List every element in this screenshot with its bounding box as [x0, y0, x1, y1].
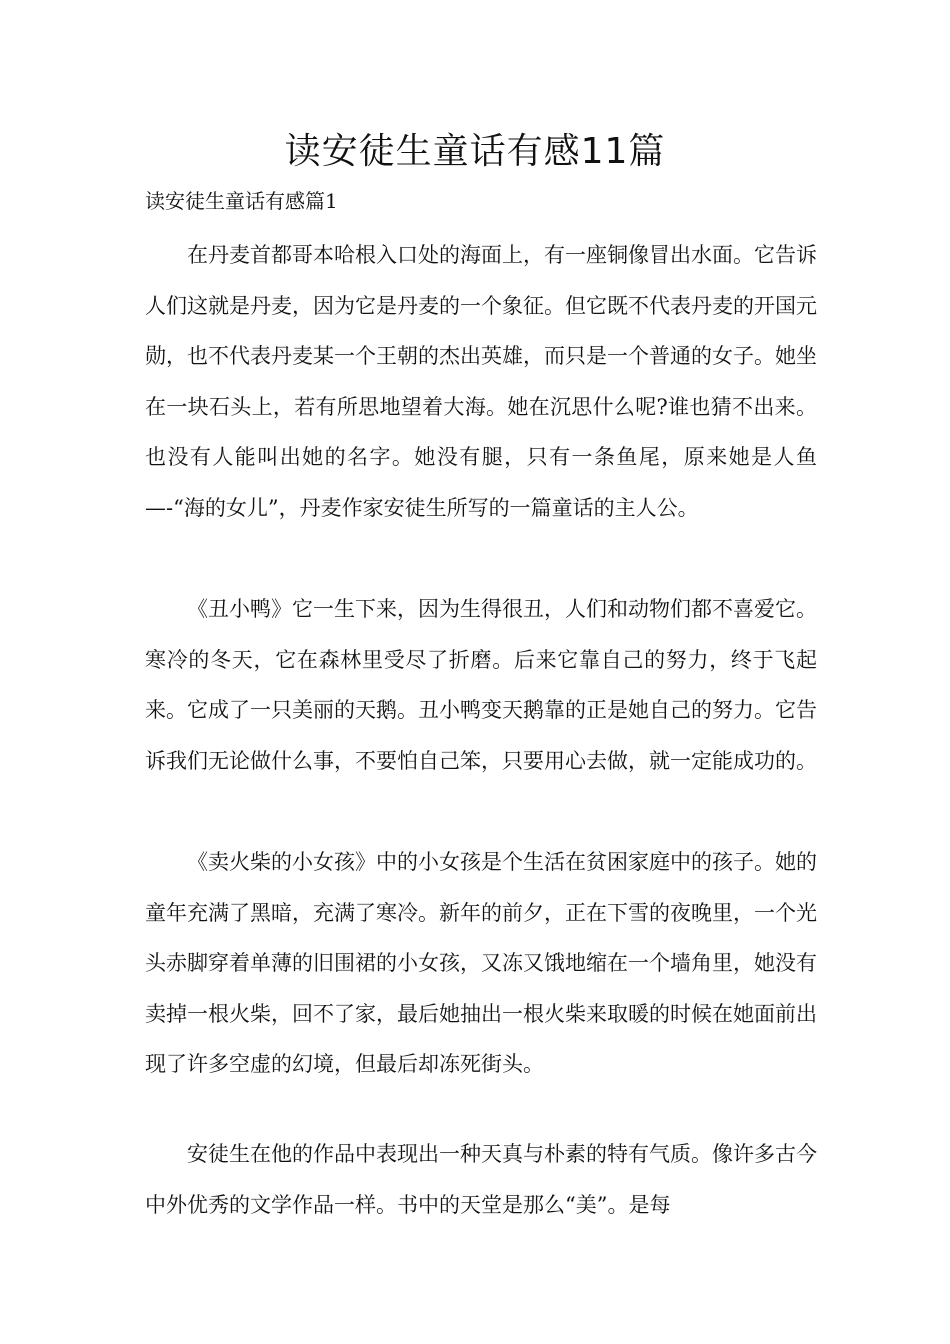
section-heading: 读安徒生童话有感篇1 [145, 189, 338, 213]
paragraph-ugly-duckling: 《丑小鸭》它一生下来，因为生得很丑，人们和动物们都不喜爱它。寒冷的冬天，它在森林里受尽了折磨。后来它靠自己的努力，终于飞起来。它成了一只美丽的天鹅。丑小鸭变天鹅靠的正是她自己的努力。它告诉我们无论做什么事，不要怕自己笨，只要用心去做，就一定能成功的。 [145, 597, 817, 773]
document-title: 读安徒生童话有感11篇 [284, 131, 666, 172]
paragraph-little-mermaid: 在丹麦首都哥本哈根入口处的海面上，有一座铜像冒出水面。它告诉人们这就是丹麦，因为它是丹麦的一个象征。但它既不代表丹麦的开国元勋，也不代表丹麦某一个王朝的杰出英雄，而只是一个普通的女子。她坐在一块石头上，若有所思地望着大海。她在沉思什么呢?谁也猜不出来。也没有人能叫出她的名字。她没有腿，只有一条鱼尾，原来她是人鱼—-“海的女儿”，丹麦作家安徒生所写的一篇童话的主人公。 [145, 243, 817, 520]
paragraph-andersen-style: 安徒生在他的作品中表现出一种天真与朴素的特有气质。像许多古今中外优秀的文学作品一样。书中的天堂是那么“美”。是每 [145, 1142, 817, 1217]
paragraph-little-match-girl: 《卖火柴的小女孩》中的小女孩是个生活在贫困家庭中的孩子。她的童年充满了黑暗，充满了寒冷。新年的前夕，正在下雪的夜晚里，一个光头赤脚穿着单薄的旧围裙的小女孩，又冻又饿地缩在一个墙角里，她没有卖掉一根火柴，回不了家，最后她抽出一根火柴来取暖的时候在她面前出现了许多空虚的幻境，但最后却冻死街头。 [145, 850, 817, 1077]
